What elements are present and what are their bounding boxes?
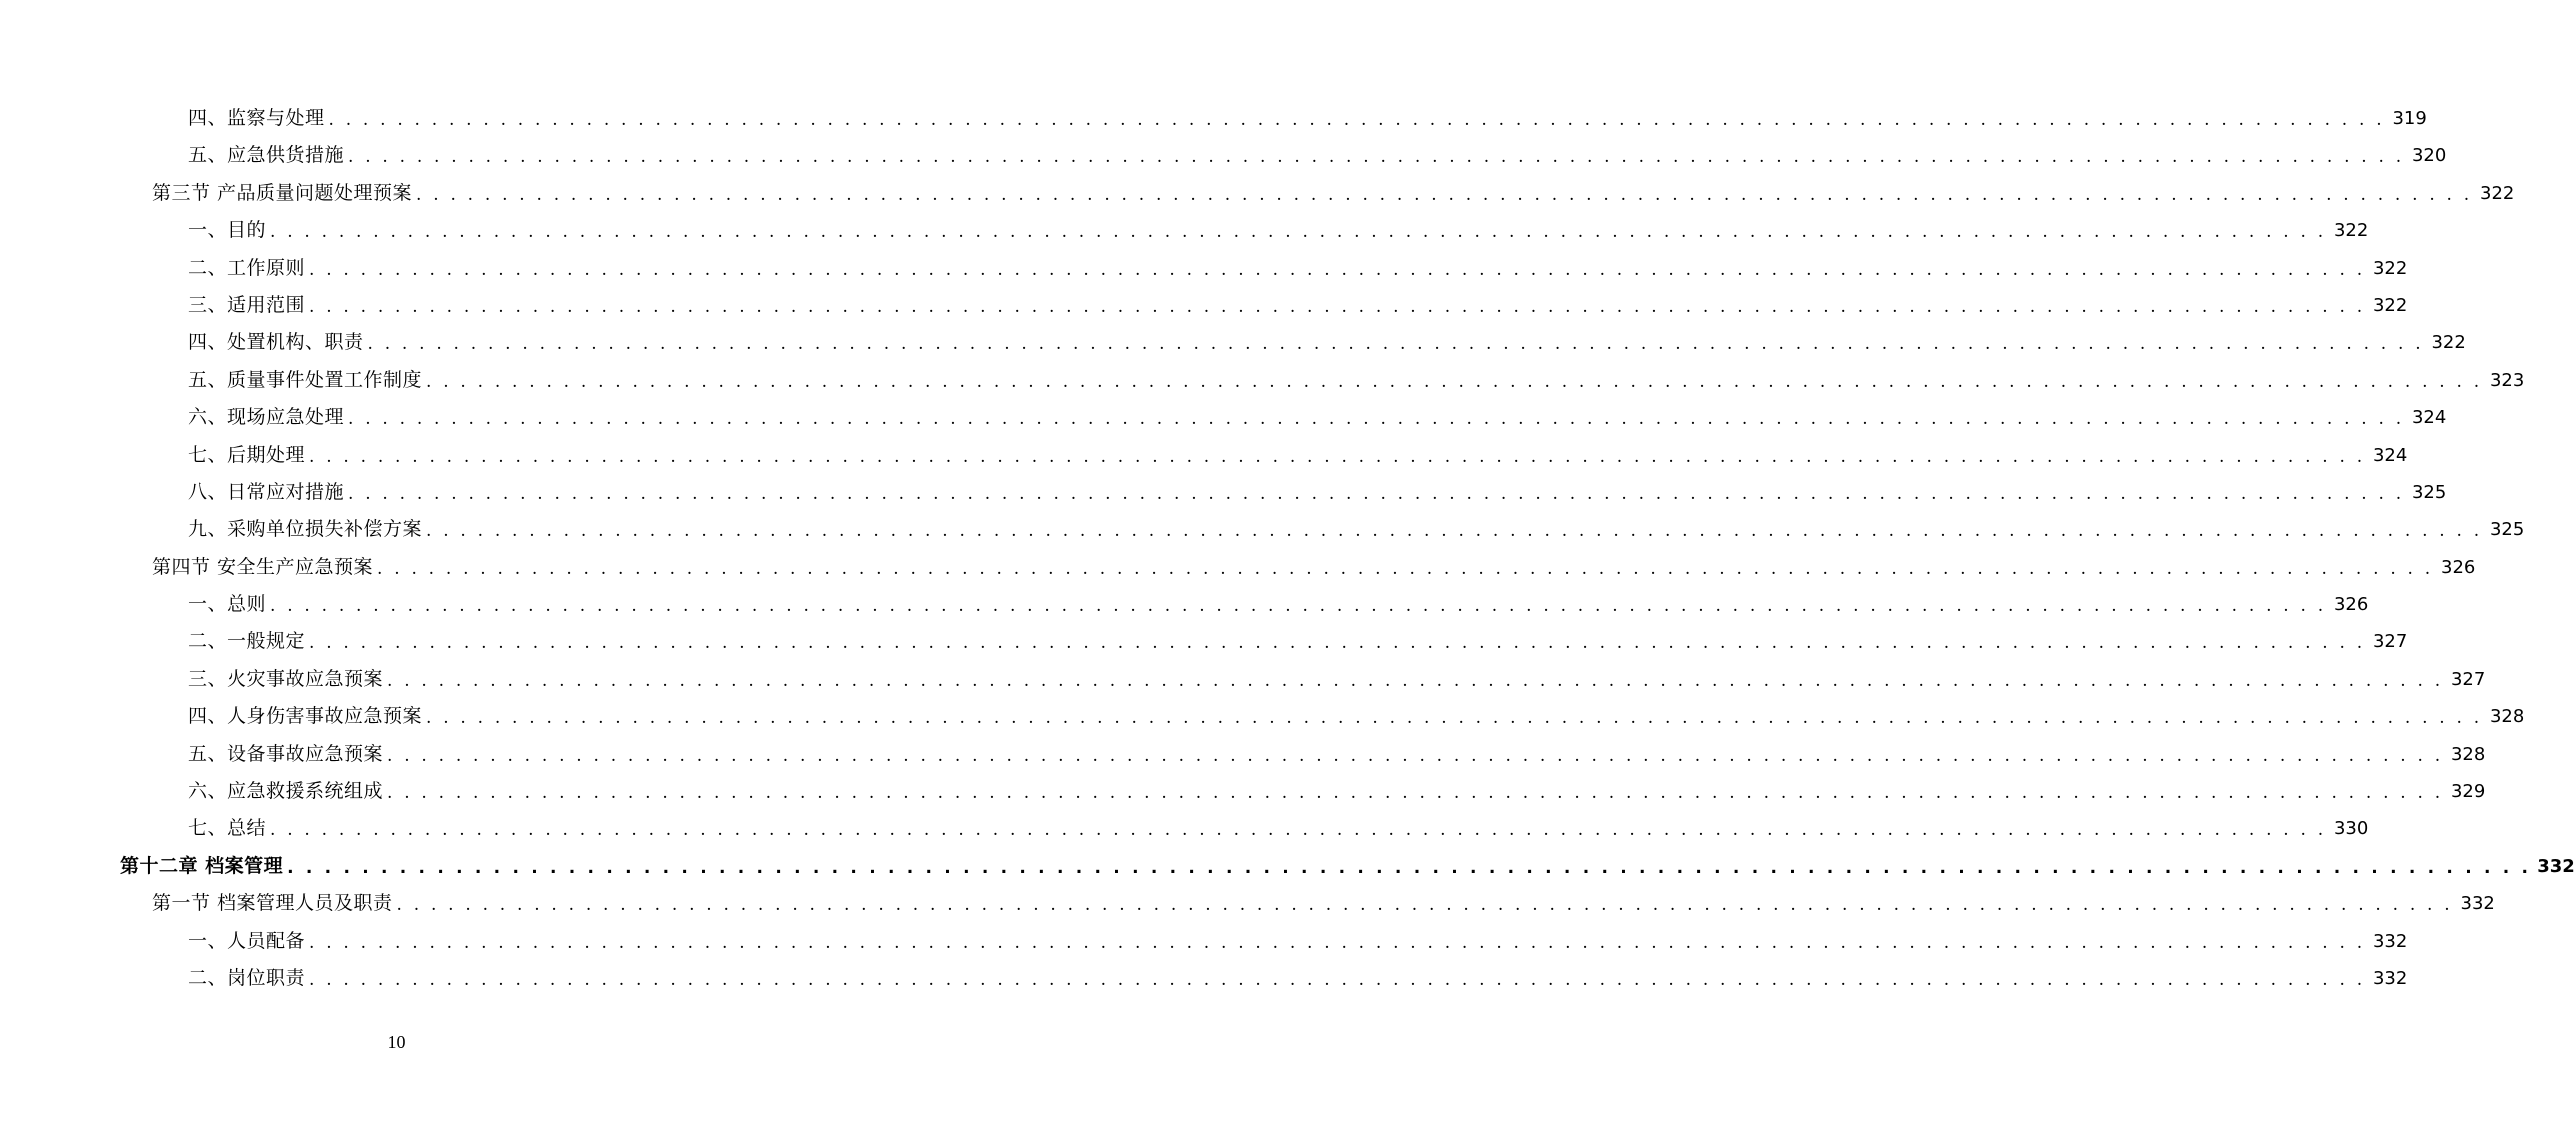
toc-subsection-entry[interactable]	[0, 698, 2525, 735]
toc-dot-leader: . . . . . . . . . . . . . . . . . . . . . . . . . . . . . . . . . . . . . . . . . . . . . . . . . . . . . . . . . . . . . . . . . . . . . . . . . . . . . . . . . . . . . . . . . . . . . . . . . . . . . . . . . . . . . . . . . . . . . . . .	[396, 895, 2453, 916]
toc-dot-leader: . . . . . . . . . . . . . . . . . . . . . . . . . . . . . . . . . . . . . . . . . . . . . . . . . . . . . . . . . . . . . . . . . . . . . . . . . . . . . . . . . . . . . . . . . . . . . . . . . . . . . . . . . . . . . . . . . . . . . . . .	[309, 446, 2366, 467]
toc-subsection-entry[interactable]	[0, 923, 2408, 960]
toc-subsection-entry[interactable]	[0, 661, 2486, 698]
toc-entry-page: 327	[2450, 668, 2486, 690]
toc-dot-leader: . . . . . . . . . . . . . . . . . . . . . . . . . . . . . . . . . . . . . . . . . . . . . . . . . . . . . . . . . . . . . . . . . . . . . . . . . . . . . . . . . . . . . . . . . . . . . . . . . . . . . . . . . . . . . . . . . . . . . . . .	[348, 483, 2405, 504]
toc-entry-page: 319	[2392, 108, 2427, 129]
toc-dot-leader: . . . . . . . . . . . . . . . . . . . . . . . . . . . . . . . . . . . . . . . . . . . . . . . . . . . . . . . . . . . . . . . . . . . . . . . . . . . . . . . . . . . . . . . . . . . . . . . . . . . . . . . . . . . . . . . . . . . . . . . .	[387, 783, 2444, 804]
toc-entry-page: 327	[2372, 631, 2408, 653]
toc-entry-page: 332	[2372, 930, 2408, 952]
toc-entry-page: 326	[2333, 594, 2369, 616]
toc-dot-leader: . . . . . . . . . . . . . . . . . . . . . . . . . . . . . . . . . . . . . . . . . . . . . . . . . . . . . . . . . . . . . . . . . . . . . . . . . . . . . . . . . . . . . . . . . . . . . . . . . . . . . . . . . . . . . . . . . . . . . . . .	[270, 820, 2327, 841]
toc-entry-title: 四、监察与处理	[188, 107, 325, 129]
toc-entry-title: 五、应急供货措施	[188, 144, 345, 167]
toc-dot-leader: . . . . . . . . . . . . . . . . . . . . . . . . . . . . . . . . . . . . . . . . . . . . . . . . . . . . . . . . . . . . . . . . . . . . . . . . . . . . . . . . . . . . . . . . . . . . . . . . . . . . . . . . . . . . . . . . . . . . . . . .	[387, 745, 2444, 766]
toc-subsection-entry[interactable]	[0, 212, 2369, 249]
toc-subsection-entry[interactable]	[0, 623, 2408, 660]
toc-dot-leader: . . . . . . . . . . . . . . . . . . . . . . . . . . . . . . . . . . . . . . . . . . . . . . . . . . . . . . . . . . . . . . . . . . . . . . . . . . . . . . . . . . . . . . . . . . . . . . . . . . . . . . . . . . . . . . . . . . . . . . . .	[426, 371, 2483, 392]
toc-dot-leader: . . . . . . . . . . . . . . . . . . . . . . . . . . . . . . . . . . . . . . . . . . . . . . . . . . . . . . . . . . . . . . . . . . . . . . . . . . . . . . . . . . . . . . . . . . . . . . . . . . . . . . . . . . . . . . . . . . . . . . . .	[348, 409, 2405, 430]
toc-subsection-entry[interactable]	[0, 324, 2466, 361]
toc-entry-title: 第四节 安全生产应急预案	[152, 555, 374, 578]
toc-subsection-entry[interactable]	[0, 250, 2408, 287]
toc-entry-page: 322	[2372, 294, 2408, 316]
toc-dot-leader: . . . . . . . . . . . . . . . . . . . . . . . . . . . . . . . . . . . . . . . . . . . . . . . . . . . . . . . . . . . . . . . . . . . . . . . . . . . . . . . . . . . . . . . . . . . . . . . . . . . . . . . . . . . . . . . . . . . . . . . .	[387, 670, 2444, 691]
toc-entry-title: 九、采购单位损失补偿方案	[188, 518, 423, 541]
toc-entry-page: 328	[2489, 706, 2525, 728]
toc-entry-title: 二、岗位职责	[188, 966, 306, 989]
toc-entry-page: 322	[2372, 257, 2408, 279]
toc-entry-page: 326	[2441, 556, 2476, 578]
toc-dot-leader: . . . . . . . . . . . . . . . . . . . . . . . . . . . . . . . . . . . . . . . . . . . . . . . . . . . . . . . . . . . . . . . . . . . . . . . . . . . . . . . . . . . . . . . . . . . . . . . . . . . . . . . . . . . . . . . . . . . . . . . .	[309, 969, 2366, 990]
toc-entry-title: 一、目的	[188, 219, 267, 242]
toc-entry-title: 七、总结	[188, 817, 267, 840]
toc-entry-title: 三、适用范围	[188, 293, 306, 316]
toc-entry-title: 三、火灾事故应急预案	[188, 667, 384, 690]
toc-entry-title: 四、人身伤害事故应急预案	[188, 705, 423, 728]
toc-dot-leader: . . . . . . . . . . . . . . . . . . . . . . . . . . . . . . . . . . . . . . . . . . . . . . . . . . . . . . . . . . . . . . . . . . . . . . . . . . . . . . . . . . . . . . . . . . . . . . . . . . . . . . . . . . . . . . . . . . . . . . . .	[426, 521, 2483, 542]
toc-dot-leader: . . . . . . . . . . . . . . . . . . . . . . . . . . . . . . . . . . . . . . . . . . . . . . . . . . . . . . . . . . . . . . . . . . . . . . . . . . . . . . . . . . . . . . . . . . . . . . . . . . . . . . . . . . . . . . . . . . . . . . . .	[270, 222, 2327, 243]
toc-entry-page: 323	[2489, 369, 2525, 391]
toc-entry-title: 八、日常应对措施	[188, 480, 345, 503]
toc-dot-leader: . . . . . . . . . . . . . . . . . . . . . . . . . . . . . . . . . . . . . . . . . . . . . . . . . . . . . . . . . . . . . . . . . . . . . . . . . . . . . . . . . . . . . . . . . . . . . . . . . . . . . . . . . . . . . . . . . . . . . . . .	[309, 932, 2366, 953]
toc-entry-page: 325	[2489, 519, 2525, 541]
toc-entry-title: 二、工作原则	[188, 256, 306, 279]
toc-entry-title: 六、现场应急处理	[188, 406, 345, 429]
toc-entry-title: 六、应急救援系统组成	[188, 780, 384, 803]
toc-subsection-entry[interactable]	[0, 736, 2486, 773]
toc-dot-leader: . . . . . . . . . . . . . . . . . . . . . . . . . . . . . . . . . . . . . . . . . . . . . . . . . . . . . . . . . . . . . . . . . . . . . . . . . . . . . . . . . . . . . . . . . . . . . . . . . . . . . . . . . . . . . . . . . . . . . . . .	[328, 110, 2385, 130]
toc-subsection-entry[interactable]	[0, 137, 2447, 174]
toc-dot-leader: . . . . . . . . . . . . . . . . . . . . . . . . . . . . . . . . . . . . . . . . . . . . . . . . . . . . . . . . . . . . . . . . . . . . . . . . . . . . . . . . . . . . . . . . . . . . . . . . . . . . . . . . . . . . . . . . . . . . . . . .	[309, 633, 2366, 654]
toc-dot-leader: . . . . . . . . . . . . . . . . . . . . . . . . . . . . . . . . . . . . . . . . . . . . . . . . . . . . . . . . . . . . . . . . . . . . . . . . . . . . . . . . . . . . . . . . . . . . . . . . . . . . . . . . . . . . . . . . . . . . . . . .	[348, 147, 2405, 168]
toc-subsection-entry[interactable]	[0, 399, 2447, 436]
toc-entry-title: 五、设备事故应急预案	[188, 742, 384, 765]
toc-entry-page: 332	[2537, 855, 2575, 877]
toc-entry-title: 第一节 档案管理人员及职责	[152, 892, 393, 915]
table-of-contents	[0, 100, 2575, 997]
toc-dot-leader: . . . . . . . . . . . . . . . . . . . . . . . . . . . . . . . . . . . . . . . . . . . . . . . . . . . . . . . . . . . . . . . . . . . . . . . . . . . . . . . . . . . . . . . . . . . . . . . . . . . . . . . . . . . . . . . . . . . . . . . .	[367, 334, 2424, 355]
toc-subsection-entry[interactable]	[0, 960, 2408, 997]
toc-dot-leader: . . . . . . . . . . . . . . . . . . . . . . . . . . . . . . . . . . . . . . . . . . . . . . . . . . . . . . . . . . . . . . . . . . . . . . . . . . . . . . . . . . . . . . . . . . . . . . . . . . . . . . . . . . . . . . . . . . . . . . . .	[416, 184, 2473, 205]
toc-entry-page: 328	[2450, 743, 2486, 765]
toc-section-entry[interactable]	[0, 175, 2515, 212]
page-number: 10	[387, 1032, 406, 1052]
toc-entry-page: 330	[2333, 818, 2369, 840]
toc-entry-page: 322	[2333, 220, 2369, 242]
toc-entry-title: 二、一般规定	[188, 630, 306, 653]
toc-entry-title: 五、质量事件处置工作制度	[188, 368, 423, 391]
toc-dot-leader: . . . . . . . . . . . . . . . . . . . . . . . . . . . . . . . . . . . . . . . . . . . . . . . . . . . . . . . . . . . . . . . . . . . . . . . . . . . . . . . . . . . . . . . . . . . . . . . . . . . . . . . . . . . . . . . . . . . . . . . .	[270, 596, 2327, 617]
toc-entry-page: 320	[2411, 145, 2447, 167]
toc-subsection-entry[interactable]	[0, 810, 2369, 847]
toc-entry-page: 325	[2411, 481, 2447, 503]
toc-section-entry[interactable]	[0, 885, 2495, 922]
toc-subsection-entry[interactable]	[0, 773, 2486, 810]
toc-entry-title: 第三节 产品质量问题处理预案	[152, 181, 413, 204]
toc-entry-page: 332	[2460, 893, 2495, 915]
toc-entry-page: 324	[2411, 407, 2447, 429]
toc-dot-leader: . . . . . . . . . . . . . . . . . . . . . . . . . . . . . . . . . . . . . . . . . . . . . . . . . . . . . . . . . . . . . . . . . . . . . . . . . . . . . . . . . . . . . . . . . . . . . . . . . . . . . . . . . . . . . . . . . . . . . . . .	[377, 558, 2434, 579]
toc-entry-page: 332	[2372, 967, 2408, 989]
toc-dot-leader: . . . . . . . . . . . . . . . . . . . . . . . . . . . . . . . . . . . . . . . . . . . . . . . . . . . . . . . . . . . . . . . . . . . . . . . . . . . . . . . . . . . . . . . . . . . . . . . . . . . . . . . . . . . . . . . . . . . . . . . .	[309, 259, 2366, 280]
toc-section-entry[interactable]	[0, 549, 2476, 586]
toc-subsection-entry[interactable]	[0, 474, 2447, 511]
toc-entry-title: 七、后期处理	[188, 443, 306, 466]
toc-entry-page: 322	[2431, 332, 2466, 354]
toc-entry-page: 324	[2372, 444, 2408, 466]
toc-subsection-entry[interactable]	[0, 511, 2525, 548]
toc-dot-leader: . . . . . . . . . . . . . . . . . . . . . . . . . . . . . . . . . . . . . . . . . . . . . . . . . . . . . . . . . . . . . . . . . . . . . . . . . . . . . . . . . . . . . . . . . . . . . . . . . . . . . . . . . . . . . . . . . . . . . . . .	[309, 296, 2366, 317]
toc-subsection-entry[interactable]	[0, 362, 2525, 399]
toc-entry-title: 一、人员配备	[188, 929, 306, 952]
toc-subsection-entry[interactable]	[0, 437, 2408, 474]
toc-dot-leader: . . . . . . . . . . . . . . . . . . . . . . . . . . . . . . . . . . . . . . . . . . . . . . . . . . . . . . . . . . . . . . . . . . . . . . . . . . . . . . . . . . . . . . . . . . . . . . . . . . . . . . . . . . . . . . . . . . . . . . . .	[426, 708, 2483, 729]
toc-entry-page: 322	[2480, 182, 2515, 204]
toc-subsection-entry[interactable]	[0, 586, 2369, 623]
toc-chapter-entry[interactable]	[0, 848, 2575, 885]
toc-entry-title: 一、总则	[188, 593, 267, 616]
toc-entry-page: 329	[2450, 781, 2486, 803]
toc-entry-title: 第十二章 档案管理	[120, 854, 284, 877]
toc-subsection-entry[interactable]	[0, 287, 2408, 324]
toc-dot-leader: . . . . . . . . . . . . . . . . . . . . . . . . . . . . . . . . . . . . . . . . . . . . . . . . . . . . . . . . . . . . . . . . . . . . . . . . . . . . . . . . . . . . . . . . . . . . . . . . . . . . . . . . . . . . . . . . . . . . . . . .	[287, 857, 2532, 878]
toc-subsection-entry[interactable]	[0, 100, 2427, 137]
toc-entry-title: 四、处置机构、职责	[188, 331, 364, 354]
